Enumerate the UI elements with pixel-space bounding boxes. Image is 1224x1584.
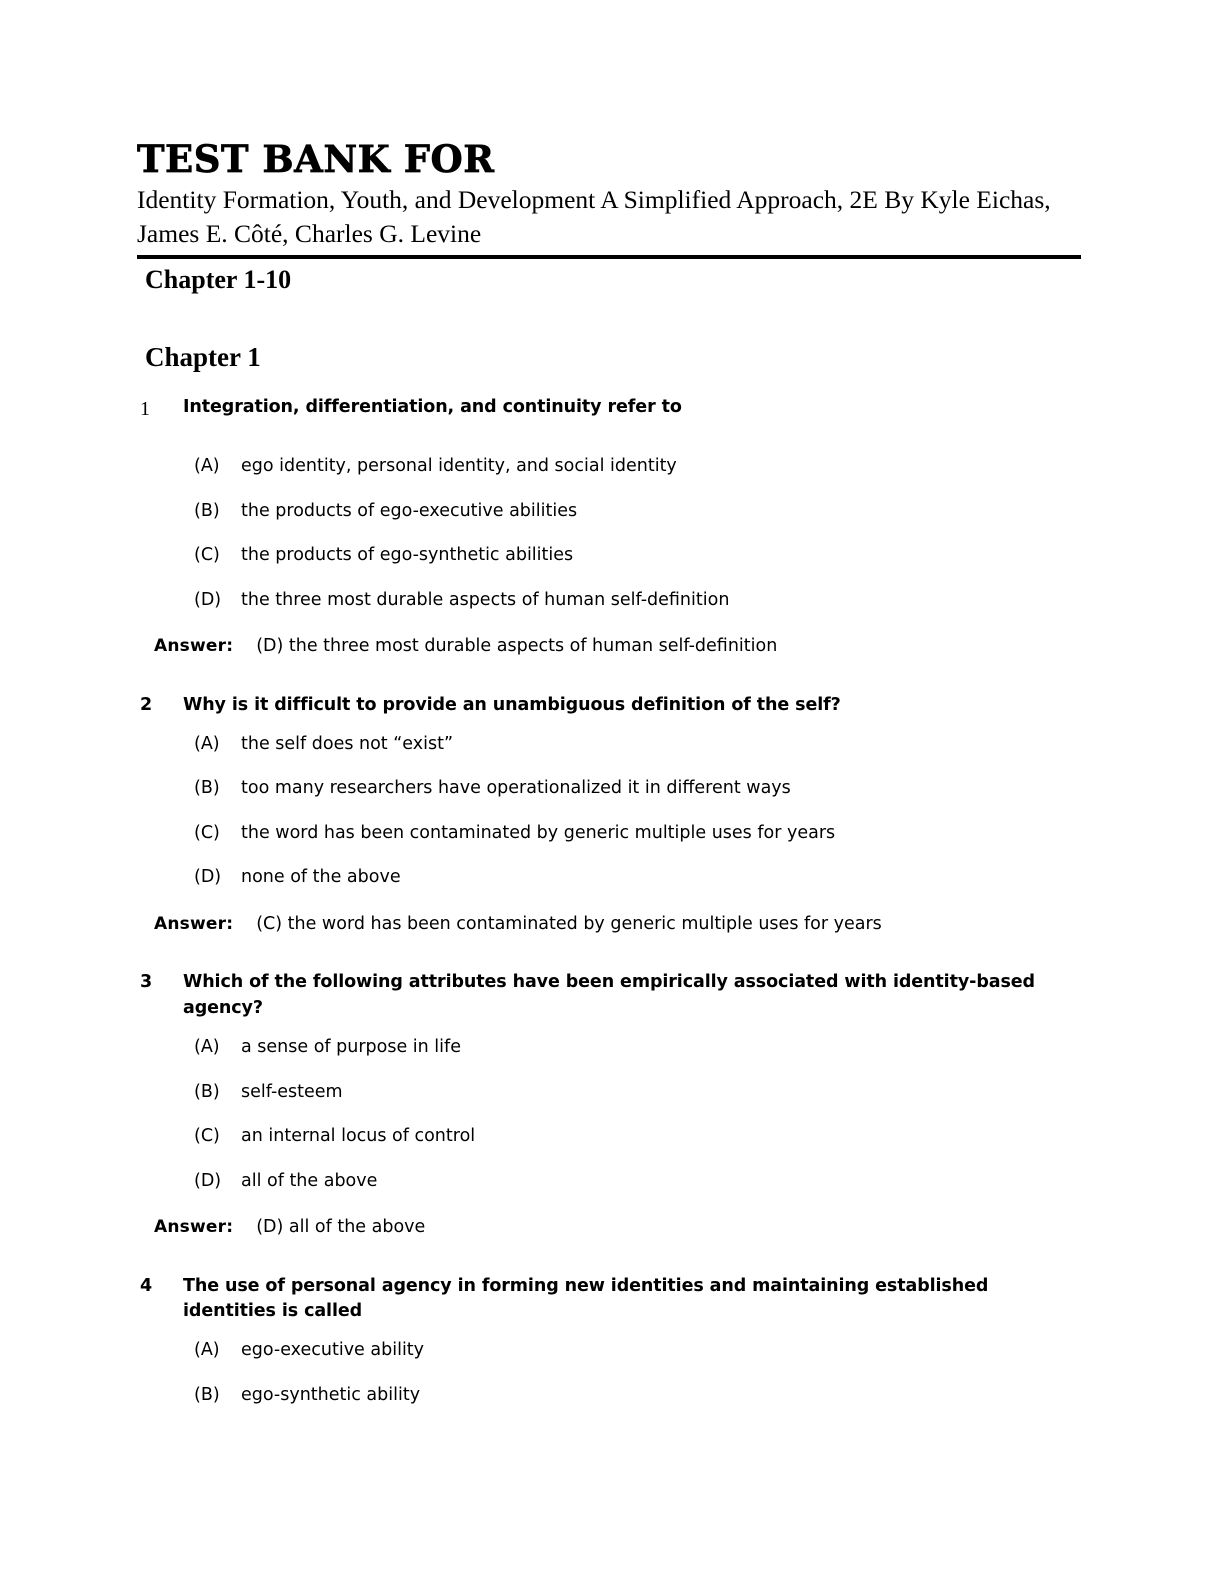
question-block xyxy=(137,970,1082,1239)
option-list xyxy=(137,454,1082,612)
answer-label: Answer: xyxy=(154,636,234,657)
option-text: an internal locus of control xyxy=(241,1126,476,1147)
answer-text: (D) all of the above xyxy=(256,1217,426,1238)
answer-row xyxy=(137,912,1082,937)
chapter-range: Chapter 1-10 xyxy=(145,265,292,295)
option-text: a sense of purpose in life xyxy=(241,1037,461,1058)
option-text: the word has been contaminated by generic multiple uses for years xyxy=(241,822,836,843)
option-text: the products of ego-executive abilities xyxy=(241,500,578,521)
option-row[interactable] xyxy=(137,821,1082,846)
option-row[interactable] xyxy=(137,1035,1082,1060)
option-text: ego-synthetic ability xyxy=(241,1384,421,1405)
option-row[interactable] xyxy=(137,499,1082,524)
document-content xyxy=(137,137,1082,1427)
question-text: Integration, differentiation, and continuity refer to xyxy=(183,397,682,418)
option-letter: (B) xyxy=(194,778,220,799)
option-letter: (B) xyxy=(194,1081,220,1102)
document-title: TEST BANK FOR xyxy=(137,137,495,181)
option-text: the products of ego-synthetic abilities xyxy=(241,545,574,566)
question-number: 3 xyxy=(140,972,153,993)
option-row[interactable] xyxy=(137,776,1082,801)
answer-text: (D) the three most durable aspects of human self-definition xyxy=(256,636,778,657)
option-row[interactable] xyxy=(137,1383,1082,1408)
option-text: the self does not “exist” xyxy=(241,733,454,754)
option-row[interactable] xyxy=(137,1124,1082,1149)
option-letter: (D) xyxy=(194,589,222,610)
option-text: none of the above xyxy=(241,867,401,888)
option-letter: (A) xyxy=(194,456,220,477)
chapter-heading: Chapter 1 xyxy=(145,341,261,372)
option-letter: (B) xyxy=(194,500,220,521)
answer-label: Answer: xyxy=(154,1217,234,1238)
option-letter: (D) xyxy=(194,867,222,888)
option-letter: (C) xyxy=(194,1126,220,1147)
option-text: the three most durable aspects of human self-definition xyxy=(241,589,730,610)
question-text: The use of personal agency in forming new identities and maintaining established identities is called xyxy=(183,1275,989,1322)
question-block xyxy=(137,1274,1082,1408)
option-row[interactable] xyxy=(137,588,1082,613)
option-letter: (C) xyxy=(194,822,220,843)
option-text: too many researchers have operationalized it in different ways xyxy=(241,778,791,799)
title-divider xyxy=(137,255,1081,259)
question-number: 1 xyxy=(140,398,150,421)
option-row[interactable] xyxy=(137,732,1082,757)
question-row xyxy=(137,395,1082,424)
question-number: 4 xyxy=(140,1275,153,1296)
option-row[interactable] xyxy=(137,454,1082,479)
document-subtitle: Identity Formation, Youth, and Development A Simplified Approach, 2E By Kyle Eichas, James E. Côté, Charles G. Levine xyxy=(137,184,1051,248)
option-letter: (D) xyxy=(194,1170,222,1191)
option-text: self-esteem xyxy=(241,1081,343,1102)
option-letter: (B) xyxy=(194,1384,220,1405)
question-block xyxy=(137,693,1082,937)
option-text: all of the above xyxy=(241,1170,378,1191)
option-row[interactable] xyxy=(137,1169,1082,1194)
answer-label: Answer: xyxy=(154,913,234,934)
answer-row xyxy=(137,1215,1082,1240)
option-row[interactable] xyxy=(137,543,1082,568)
option-list xyxy=(137,1035,1082,1193)
answer-text: (C) the word has been contaminated by generic multiple uses for years xyxy=(256,913,882,934)
option-letter: (C) xyxy=(194,545,220,566)
question-row xyxy=(137,970,1082,1021)
question-text: Which of the following attributes have been empirically associated with identity-based agency? xyxy=(183,972,1035,1018)
option-text: ego-executive ability xyxy=(241,1340,425,1361)
answer-row xyxy=(137,634,1082,659)
option-letter: (A) xyxy=(194,733,220,754)
option-row[interactable] xyxy=(137,865,1082,890)
option-row[interactable] xyxy=(137,1080,1082,1105)
question-row xyxy=(137,1274,1082,1325)
question-text: Why is it difficult to provide an unambiguous definition of the self? xyxy=(183,694,841,715)
option-row[interactable] xyxy=(137,1338,1082,1363)
option-list xyxy=(137,732,1082,890)
option-text: ego identity, personal identity, and social identity xyxy=(241,456,677,477)
option-letter: (A) xyxy=(194,1340,220,1361)
question-number: 2 xyxy=(140,694,153,715)
option-list xyxy=(137,1338,1082,1407)
question-row xyxy=(137,693,1082,718)
question-block xyxy=(137,395,1082,659)
option-letter: (A) xyxy=(194,1037,220,1058)
